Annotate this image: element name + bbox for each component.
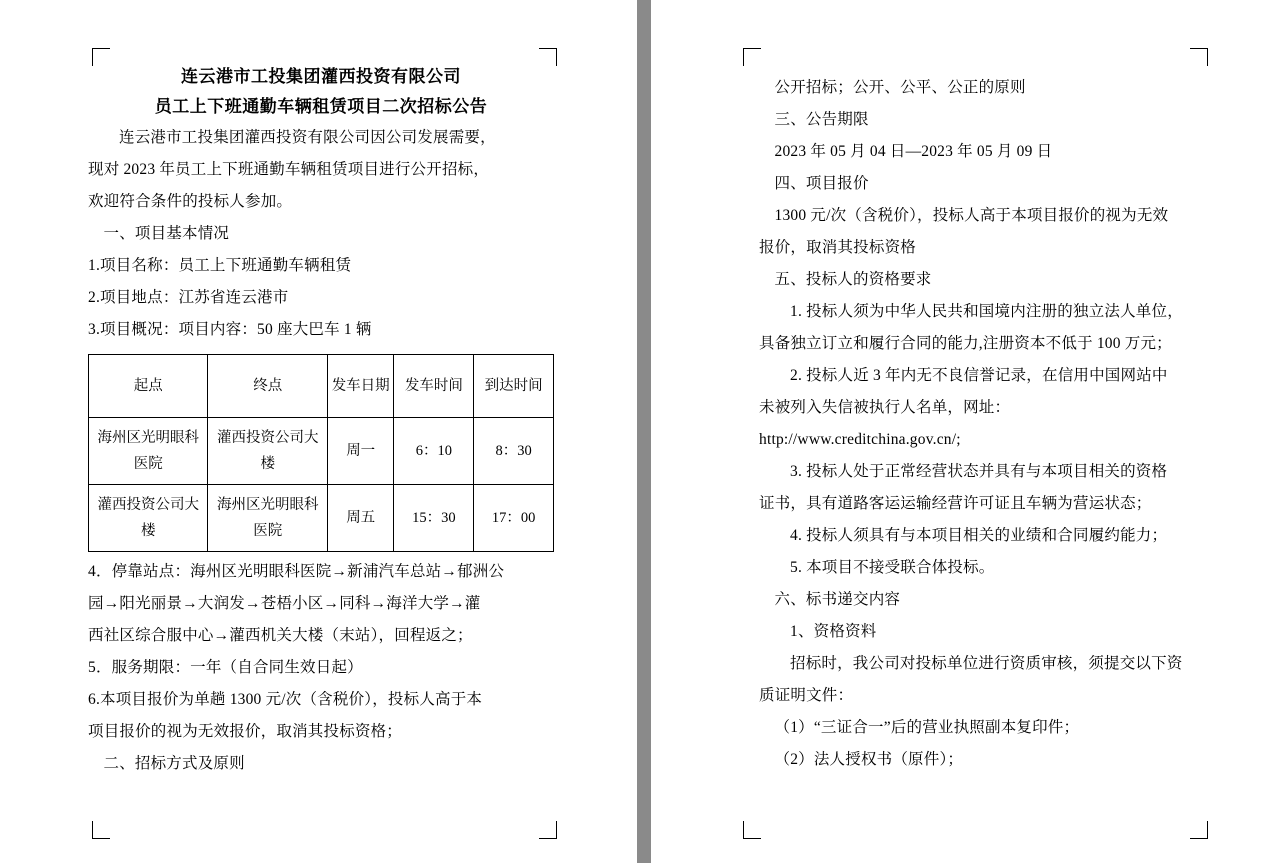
table-cell: 6：10 — [394, 418, 474, 485]
crop-mark-bottom-right — [1190, 821, 1208, 839]
left-page-content — [88, 62, 554, 780]
crop-mark-top-right — [1190, 48, 1208, 66]
paragraph: 2023 年 05 月 04 日—2023 年 05 月 09 日 — [774, 143, 1053, 160]
paragraph: 欢迎符合条件的投标人参加。 — [88, 193, 293, 210]
paragraph: 4. 投标人须具有与本项目相关的业绩和合同履约能力； — [790, 527, 1168, 544]
table-cell: 15：30 — [394, 485, 474, 552]
crop-mark-top-left — [743, 48, 761, 66]
paragraph: 5. 本项目不接受联合体投标。 — [790, 559, 995, 576]
paragraph: 招标时，我公司对投标单位进行资质审核，须提交以下资 — [790, 655, 1183, 672]
paragraph: 1300 元/次（含税价），投标人高于本项目报价的视为无效 — [774, 207, 1169, 224]
paragraph: 园→阳光丽景→大润发→苍梧小区→同科→海洋大学→灌 — [88, 595, 481, 612]
paragraph: 连云港市工投集团灌西投资有限公司因公司发展需要， — [119, 129, 496, 146]
paragraph: 具备独立订立和履行合同的能力,注册资本不低于 100 万元； — [759, 335, 1172, 352]
table-header-cell: 发车时间 — [394, 355, 474, 418]
paragraph: 5．服务期限：一年（自合同生效日起） — [88, 659, 363, 676]
paragraph: 1.项目名称：员工上下班通勤车辆租赁 — [88, 257, 352, 274]
document-page-left — [0, 0, 637, 863]
table-cell: 17：00 — [474, 485, 554, 552]
paragraph: 6.本项目报价为单趟 1300 元/次（含税价），投标人高于本 — [88, 691, 483, 708]
crop-mark-bottom-right — [539, 821, 557, 839]
table-header-row — [89, 355, 554, 418]
crop-mark-bottom-left — [743, 821, 761, 839]
table-cell: 灌西投资公司大楼 — [208, 418, 327, 485]
paragraph: 未被列入失信被执行人名单，网址： — [759, 399, 1011, 416]
table-cell: 海州区光明眼科医院 — [89, 418, 208, 485]
paragraph: 西社区综合服中心→灌西机关大楼（末站），回程返之； — [88, 627, 473, 644]
shuttle-schedule-table — [88, 354, 554, 552]
section-heading: 六、标书递交内容 — [774, 591, 901, 608]
right-page-content — [759, 72, 1209, 776]
credit-china-url[interactable]: http://www.creditchina.gov.cn/; — [759, 431, 961, 448]
document-page-right — [651, 0, 1288, 863]
paragraph: （1）“三证合一”后的营业执照副本复印件； — [774, 719, 1080, 736]
paragraph: （2）法人授权书（原件）； — [774, 751, 964, 768]
table-cell: 灌西投资公司大楼 — [89, 485, 208, 552]
table-row — [89, 485, 554, 552]
paragraph: 3.项目概况：项目内容：50 座大巴车 1 辆 — [88, 321, 372, 338]
table-header-cell: 到达时间 — [474, 355, 554, 418]
section-heading: 五、投标人的资格要求 — [774, 271, 932, 288]
paragraph: 现对 2023 年员工上下班通勤车辆租赁项目进行公开招标， — [88, 161, 490, 178]
paragraph: 2.项目地点：江苏省连云港市 — [88, 289, 289, 306]
crop-mark-bottom-left — [92, 821, 110, 839]
paragraph: 3. 投标人处于正常经营状态并具有与本项目相关的资格 — [790, 463, 1168, 480]
paragraph: 2. 投标人近 3 年内无不良信誉记录，在信用中国网站中 — [790, 367, 1168, 384]
paragraph: 项目报价的视为无效报价，取消其投标资格； — [88, 723, 403, 740]
table-header-cell: 终点 — [208, 355, 327, 418]
paragraph: 公开招标；公开、公平、公正的原则 — [774, 79, 1026, 96]
paragraph: 证书，具有道路客运运输经营许可证且车辆为营运状态； — [759, 495, 1152, 512]
paragraph: 4．停靠站点：海州区光明眼科医院→新浦汽车总站→郁洲公 — [88, 563, 505, 580]
paragraph: 质证明文件： — [759, 687, 854, 704]
section-heading: 一、项目基本情况 — [103, 225, 230, 242]
table-header-cell: 发车日期 — [327, 355, 394, 418]
table-row — [89, 418, 554, 485]
table-cell: 周五 — [327, 485, 394, 552]
section-heading: 三、公告期限 — [774, 111, 869, 128]
table-cell: 海州区光明眼科医院 — [208, 485, 327, 552]
paragraph: 1、资格资料 — [790, 623, 877, 640]
page-title-line1: 连云港市工投集团灌西投资有限公司 — [181, 67, 461, 86]
paragraph: 报价，取消其投标资格 — [759, 239, 917, 256]
table-cell: 8：30 — [474, 418, 554, 485]
page-title-line2: 员工上下班通勤车辆租赁项目二次招标公告 — [154, 97, 488, 116]
paragraph: 1. 投标人须为中华人民共和国境内注册的独立法人单位， — [790, 303, 1183, 320]
section-heading: 四、项目报价 — [774, 175, 869, 192]
table-cell: 周一 — [327, 418, 394, 485]
section-heading: 二、招标方式及原则 — [103, 755, 245, 772]
table-header-cell: 起点 — [89, 355, 208, 418]
